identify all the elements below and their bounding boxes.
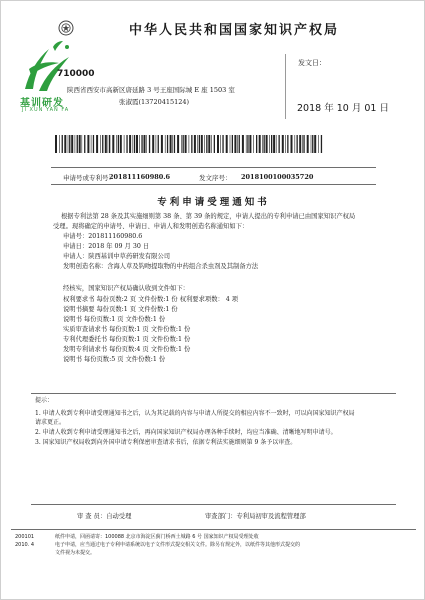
remark-line: 请求更正。 xyxy=(35,419,66,426)
notice-title: 专利申请受理通知书 xyxy=(157,197,270,208)
applicant-line: 申请人：陕西基训中草药研发有限公司 xyxy=(63,253,171,260)
divider xyxy=(31,393,396,394)
divider xyxy=(31,504,396,505)
national-emblem-icon xyxy=(58,20,74,36)
serial-number-label: 发文序号： xyxy=(199,174,232,182)
footer-note: 文件视为未提交。 xyxy=(55,550,96,556)
document-row: 说明书 每份页数:1 页 文件份数:1 份 xyxy=(63,316,166,323)
dispatch-date: 2018 年 10 月 01 日 xyxy=(297,103,389,114)
page-title: 中华人民共和国国家知识产权局 xyxy=(128,23,339,38)
recipient-address: 陕西省西安市高新区唐延路 3 号王座国际城 E 座 1503 室 xyxy=(67,86,235,94)
document-row: 权利要求书 每份页数:2 页 文件份数:1 份 权利要求项数： 4 项 xyxy=(63,296,239,303)
document-row: 发明专利请求书 每份页数:4 页 文件份数:1 份 xyxy=(63,346,191,353)
divider xyxy=(51,184,376,185)
documents-intro: 经核实，国家知识产权局确认收到文件如下： xyxy=(63,285,189,292)
form-version: 2010. 4 xyxy=(15,542,35,548)
logo-pinyin: JI XUN YAN FA xyxy=(22,107,70,113)
remark-line: 2. 申请人收到专利申请受理通知书之后，再向国家知识产权局办理各种手续时，均应当准确、清晰地写明申请号。 xyxy=(35,429,337,436)
remark-line: 3. 国家知识产权局收到向外国申请专利保密审查请求书后，依据专利法实施细则第 9 条予以审查。 xyxy=(35,439,297,446)
document-row: 说明书 每份页数:5 页 文件份数:1 份 xyxy=(63,356,166,363)
document-row: 实质审查请求书 每份页数:1 页 文件份数:1 份 xyxy=(63,326,191,333)
footer-note: 电子申请，应当通过电子专利申请系统以电子文件形式提交相关文件。除另有规定外，以纸件等其他形式提交的 xyxy=(55,542,301,548)
review-department: 审查部门：专利局初审及流程管理部 xyxy=(205,513,306,520)
notice-intro: 根据专利法第 28 条及其实施细则第 38 条、第 39 条的规定，申请人提出的专利申请已由国家知识产权局 xyxy=(61,213,356,220)
form-code: 200101 xyxy=(15,534,35,540)
barcode xyxy=(55,135,325,153)
reviewer: 审 查 员：自动受理 xyxy=(77,513,132,520)
document-row: 专利代理委托书 每份页数:1 页 文件份数:1 份 xyxy=(63,336,191,343)
application-number-label: 申请号或专利号： xyxy=(63,174,115,182)
divider xyxy=(11,529,416,530)
remarks-heading: 提示： xyxy=(35,397,54,404)
notice-intro: 受理。现将确定的申请号、申请日、申请人和发明创造名称通知如下： xyxy=(53,223,249,230)
application-date-line: 申请日：2018 年 09 月 30 日 xyxy=(63,243,150,250)
logo-name: 基训研发 xyxy=(20,98,64,109)
invention-title-line: 发明创造名称：含海人草及钩吻提取物的中药组合杀虫剂及其制备方法 xyxy=(63,263,259,270)
footer-note: 纸件申请，回函请寄：100088 北京市海淀区蓟门桥西土城路 6 号 国家知识产权局受理处收 xyxy=(55,534,259,540)
application-number-line: 申请号：201811160980.6 xyxy=(63,233,143,240)
application-number: 201811160980.6 xyxy=(109,173,171,181)
dispatch-date-label: 发文日： xyxy=(298,59,326,67)
divider xyxy=(51,167,376,168)
recipient-contact: 张淑霞(13720415124) xyxy=(119,98,190,106)
divider xyxy=(285,54,286,119)
remark-line: 1. 申请人收到专利申请受理通知书之后，认为其记载的内容与申请人所提交的相应内容不一致时，可以向国家知识产权局 xyxy=(35,410,355,417)
document-row: 说明书摘要 每份页数:1 页 文件份数:1 份 xyxy=(63,306,178,313)
postcode: 710000 xyxy=(57,69,95,79)
serial-number: 2018100100035720 xyxy=(241,173,314,181)
